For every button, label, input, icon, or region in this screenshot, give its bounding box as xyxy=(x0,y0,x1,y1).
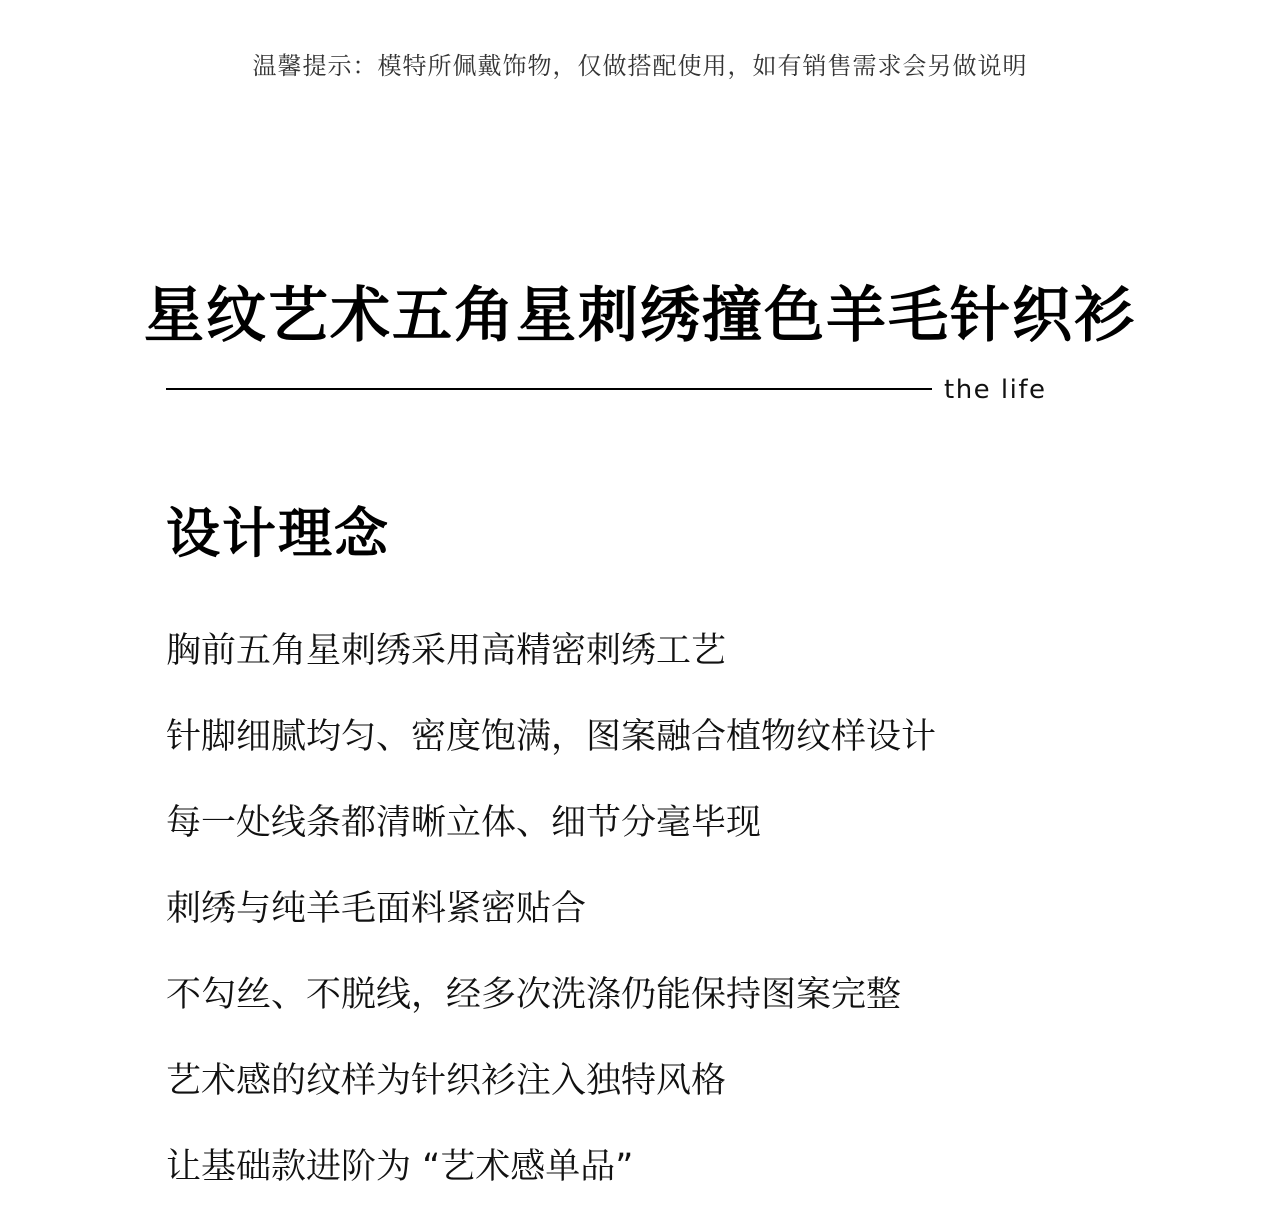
list-item: 艺术感的纹样为针织衫注入独特风格 xyxy=(166,1061,727,1101)
list-item: 让基础款进阶为 “艺术感单品” xyxy=(166,1147,634,1187)
list-item: 刺绣与纯羊毛面料紧密贴合 xyxy=(166,889,587,929)
disclaimer-notice: 温馨提示：模特所佩戴饰物，仅做搭配使用，如有销售需求会另做说明 xyxy=(252,52,1028,80)
list-item: 每一处线条都清晰立体、细节分毫毕现 xyxy=(166,803,762,843)
tagline: the life xyxy=(944,375,1047,405)
design-concept-list xyxy=(166,624,1206,1226)
list-item: 针脚细腻均匀、密度饱满，图案融合植物纹样设计 xyxy=(166,717,937,757)
list-item: 胸前五角星刺绣采用高精密刺绣工艺 xyxy=(166,631,727,671)
title-divider xyxy=(166,388,932,390)
section-heading: 设计理念 xyxy=(166,502,390,565)
list-item: 不勾丝、不脱线，经多次洗涤仍能保持图案完整 xyxy=(166,975,902,1015)
product-title: 星纹艺术五角星刺绣撞色羊毛针织衫 xyxy=(144,281,1136,351)
